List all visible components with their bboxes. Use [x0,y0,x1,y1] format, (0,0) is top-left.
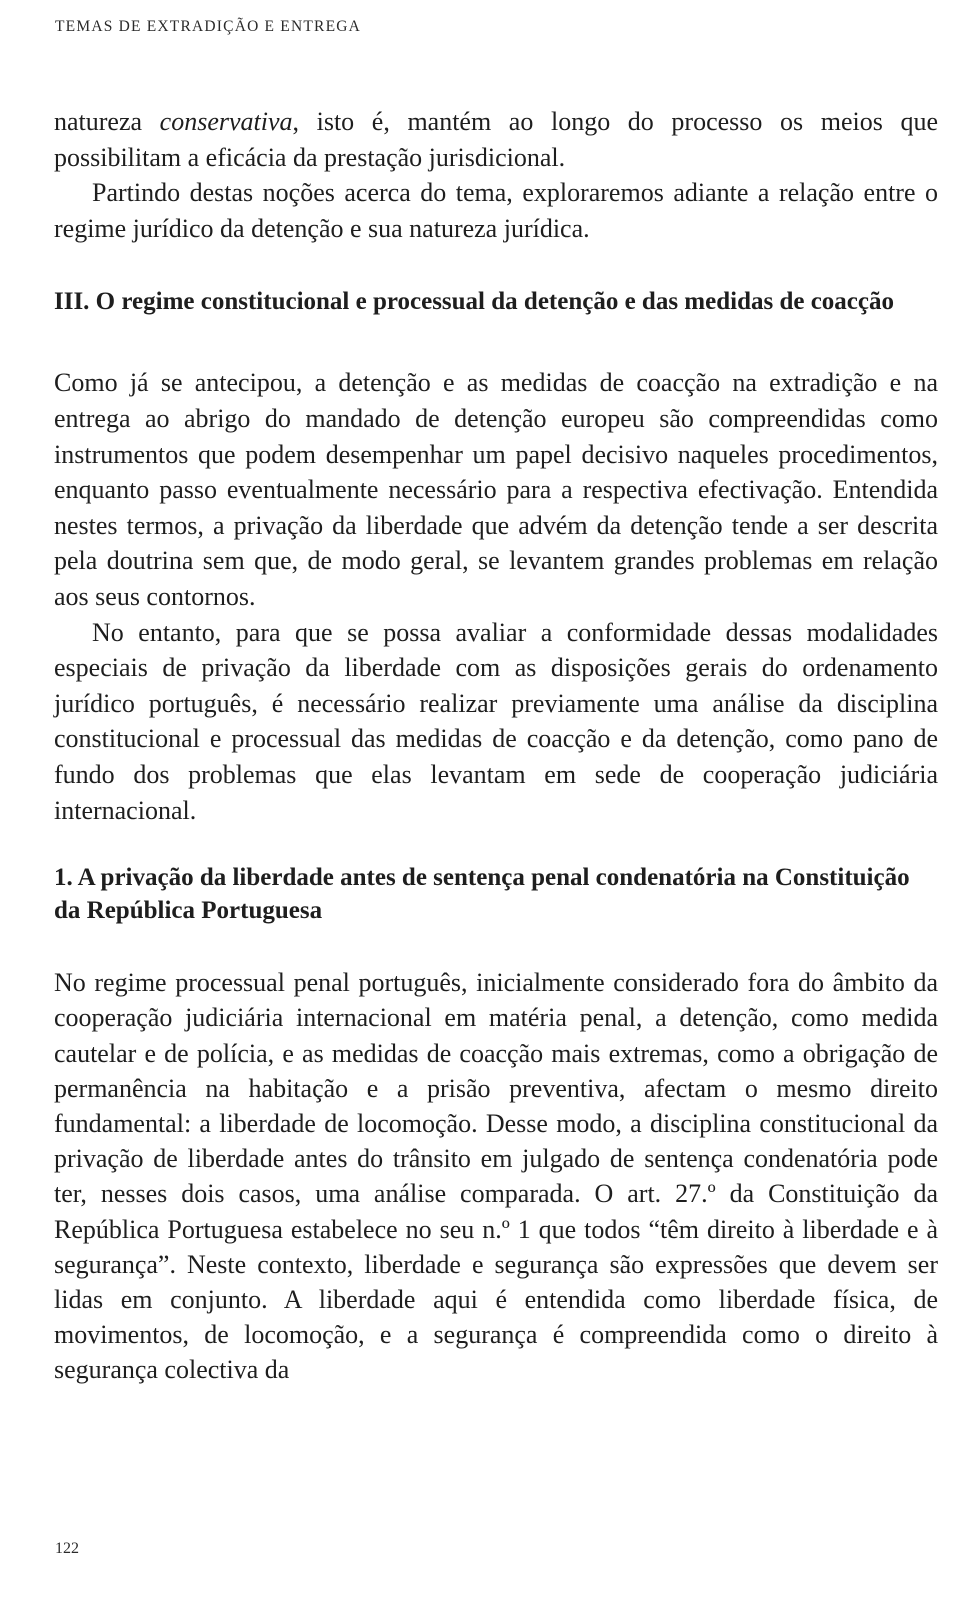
subsection-1-paragraph-1: No regime processual penal português, inicialmente considerado fora do âmbito da cooperação judiciária internacional em matéria penal, a detenção, como medida cautelar e de polícia, e as medidas de coacção mais extremas, como a obrigação de permanência na habitação e a prisão preventiva, afectam o mesmo direito fundamental: a liberdade de locomoção. Desse modo, a disciplina constitucional da privação de liberdade antes do trânsito em julgado de sentença condenatória pode ter, nesses dois casos, uma análise comparada. O art. 27.º da Constituição da República Portuguesa estabelece no seu n.º 1 que todos “têm direito à liberdade e à segurança”. Neste contexto, liberdade e segurança são expressões que devem ser lidas em conjunto. A liberdade aqui é entendida como liberdade física, de movimentos, de locomoção, e a segurança é compreendida como o direito à segurança colectiva da [54,968,938,1385]
page-body [54,104,938,1388]
subsection-1-body [54,965,938,1387]
intro-paragraph-continued [54,104,938,175]
intro-paragraph-2: Partindo destas noções acerca do tema, exploraremos adiante a relação entre o regime jurídico da detenção e sua natureza jurídica. [54,178,938,243]
emphasis-conservativa: conservativa [159,107,293,136]
intro-block [54,104,938,246]
subsection-1-heading: 1. A privação da liberdade antes de sentença penal condenatória na Constituição da República Portuguesa [54,864,910,925]
section-iii-paragraph-2: No entanto, para que se possa avaliar a conformidade dessas modalidades especiais de privação da liberdade com as disposições gerais do ordenamento jurídico português, é necessário realizar previamente uma análise da disciplina constitucional e processual das medidas de coacção e da detenção, como pano de fundo dos problemas que elas levantam em sede de cooperação judiciária internacional. [54,617,938,825]
page-number: 122 [55,1540,79,1557]
running-head: TEMAS DE EXTRADIÇÃO E ENTREGA [55,18,362,35]
section-iii-paragraph-1: Como já se antecipou, a detenção e as medidas de coacção na extradição e na entrega ao abrigo do mandado de detenção europeu são compreendidas como instrumentos que podem desempenhar um papel decisivo naqueles procedimentos, enquanto passo eventualmente necessário para a respectiva efectivação. Entendida nestes termos, a privação da liberdade que advém da detenção tende a ser descrita pela doutrina sem que, de modo geral, se levantem grandes problemas em relação aos seus contornos. [54,368,938,611]
intro-text-after: , isto é, mantém ao longo do processo os meios que possibilitam a eficácia da prestação jurisdicional. [54,107,938,172]
section-iii-heading: III. O regime constitucional e processual da detenção e das medidas de coacção [54,288,895,316]
intro-text-before: natureza [54,107,160,136]
section-iii-body [54,365,938,828]
